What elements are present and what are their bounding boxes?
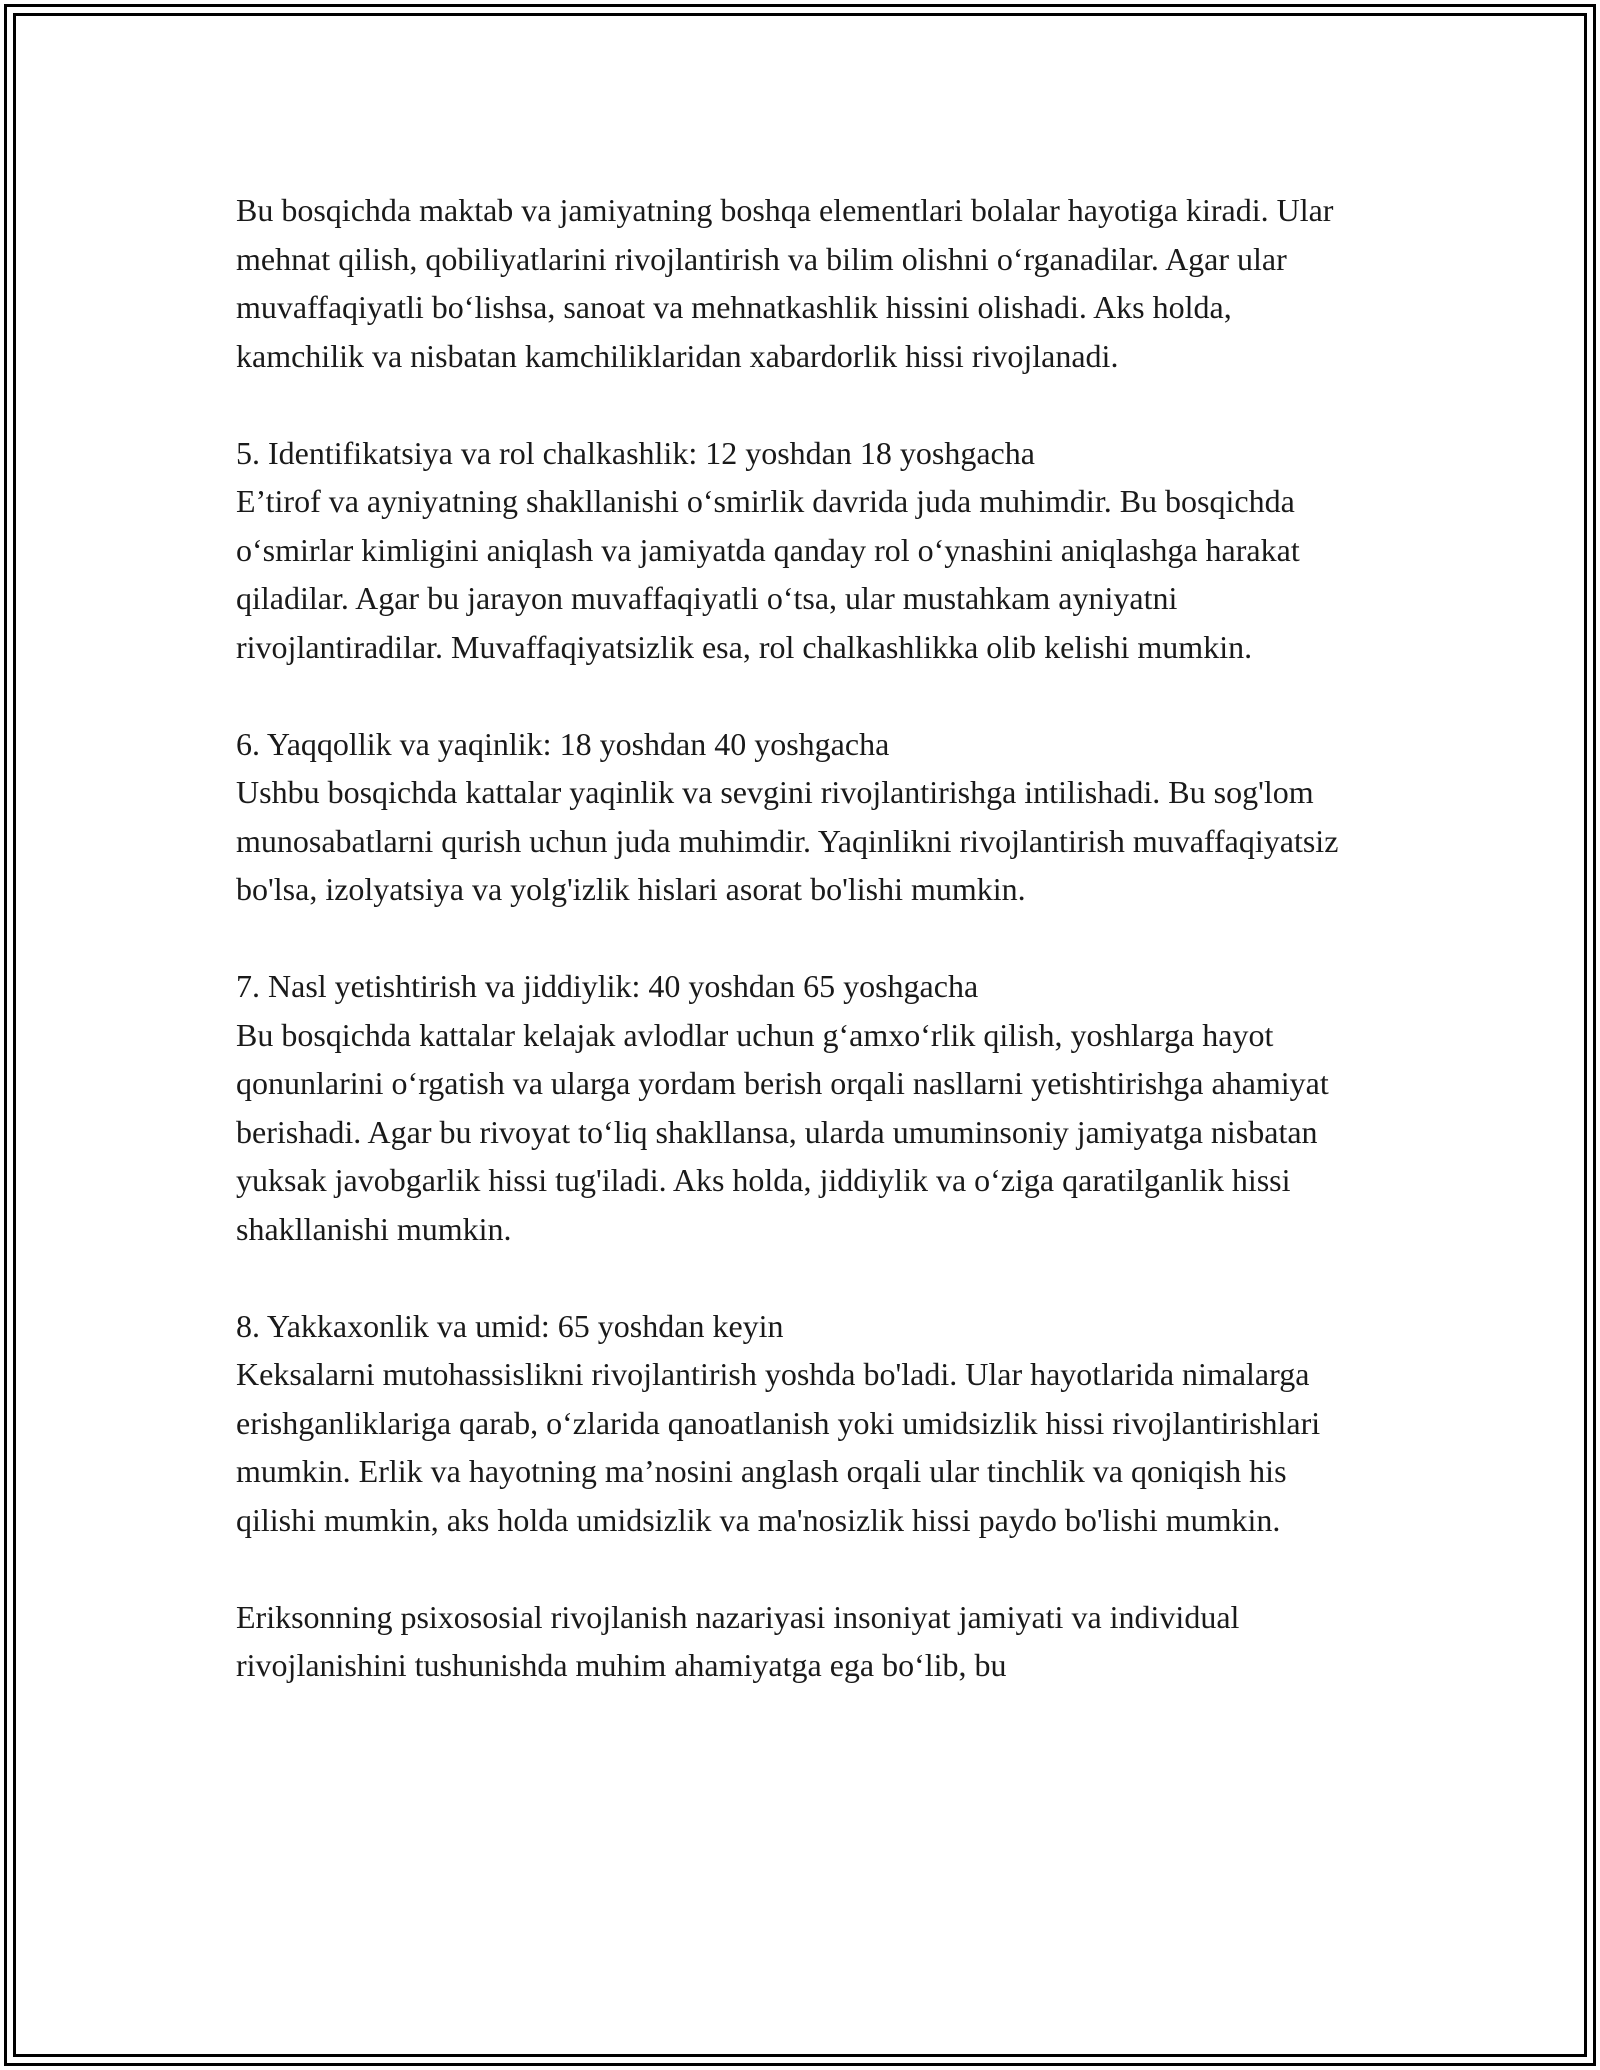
document-body (236, 186, 1366, 1738)
section-heading: 7. Nasl yetishtirish va jiddiylik: 40 yoshdan 65 yoshgacha (236, 968, 979, 1004)
section-body: E’tirof va ayniyatning shakllanishi o‘smirlik davrida juda muhimdir. Bu bosqichda o‘smirlar kimligini aniqlash va jamiyatda qanday rol o‘ynashini aniqlashga harakat qiladilar. Agar bu jarayon muvaffaqiyatli o‘tsa, ular mustahkam ayniyatni rivojlantiradilar. Muvaffaqiyatsizlik esa, rol chalkashlikka olib kelishi mumkin. (236, 483, 1300, 665)
closing-paragraph: Eriksonning psixososial rivojlanish nazariyasi insoniyat jamiyati va individual rivojlanishini tushunishda muhim ahamiyatga ega bo‘lib, bu (236, 1598, 1240, 1683)
section-heading: 5. Identifikatsiya va rol chalkashlik: 12 yoshdan 18 yoshgacha (236, 434, 1035, 471)
section-body: Bu bosqichda kattalar kelajak avlodlar uchun g‘amxo‘rlik qilish, yoshlarga hayot qonunlarini o‘rgatish va ularga yordam berish orqali nasllarni yetishtirishga ahamiyat berishadi. Agar bu rivoyat to‘liq shakllansa, ularda umuminsoniy jamiyatga nisbatan yuksak javobgarlik hissi tug'iladi. Aks holda, jiddiylik va o‘ziga qaratilganlik hissi shakllanishi mumkin. (236, 1016, 1329, 1247)
section-body: Keksalarni mutohassislikni rivojlantirish yoshda bo'ladi. Ular hayotlarida nimalarga erishganliklariga qarab, o‘zlarida qanoatlanish yoki umidsizlik hissi rivojlantirishlari mumkin. Erlik va hayotning ma’nosini anglash orqali ular tinchlik va qoniqish his qilishi mumkin, aks holda umidsizlik va ma'nosizlik hissi paydo bo'lishi mumkin. (236, 1356, 1321, 1538)
intro-block (236, 186, 1366, 380)
intro-paragraph: Bu bosqichda maktab va jamiyatning boshqa elementlari bolalar hayotiga kiradi. Ular mehnat qilish, qobiliyatlarini rivojlantirish va bilim olishni o‘rganadilar. Agar ular muvaffaqiyatli bo‘lishsa, sanoat va mehnatkashlik hissini olishadi. Aks holda, kamchilik va nisbatan kamchiliklaridan xabardorlik hissi rivojlanadi. (236, 192, 1334, 374)
section-body: Ushbu bosqichda kattalar yaqinlik va sevgini rivojlantirishga intilishadi. Bu sog'lom munosabatlarni qurish uchun juda muhimdir. Yaqinlikni rivojlantirish muvaffaqiyatsiz bo'lsa, izolyatsiya va yolg'izlik hislari asorat bo'lishi mumkin. (236, 774, 1339, 907)
section-8 (236, 1302, 1366, 1545)
section-heading: 8. Yakkaxonlik va umid: 65 yoshdan keyin (236, 1307, 784, 1344)
section-6 (236, 720, 1366, 914)
section-5 (236, 429, 1366, 672)
closing-block (236, 1593, 1366, 1690)
section-7 (236, 962, 1366, 1253)
section-heading: 6. Yaqqollik va yaqinlik: 18 yoshdan 40 yoshgacha (236, 725, 890, 762)
